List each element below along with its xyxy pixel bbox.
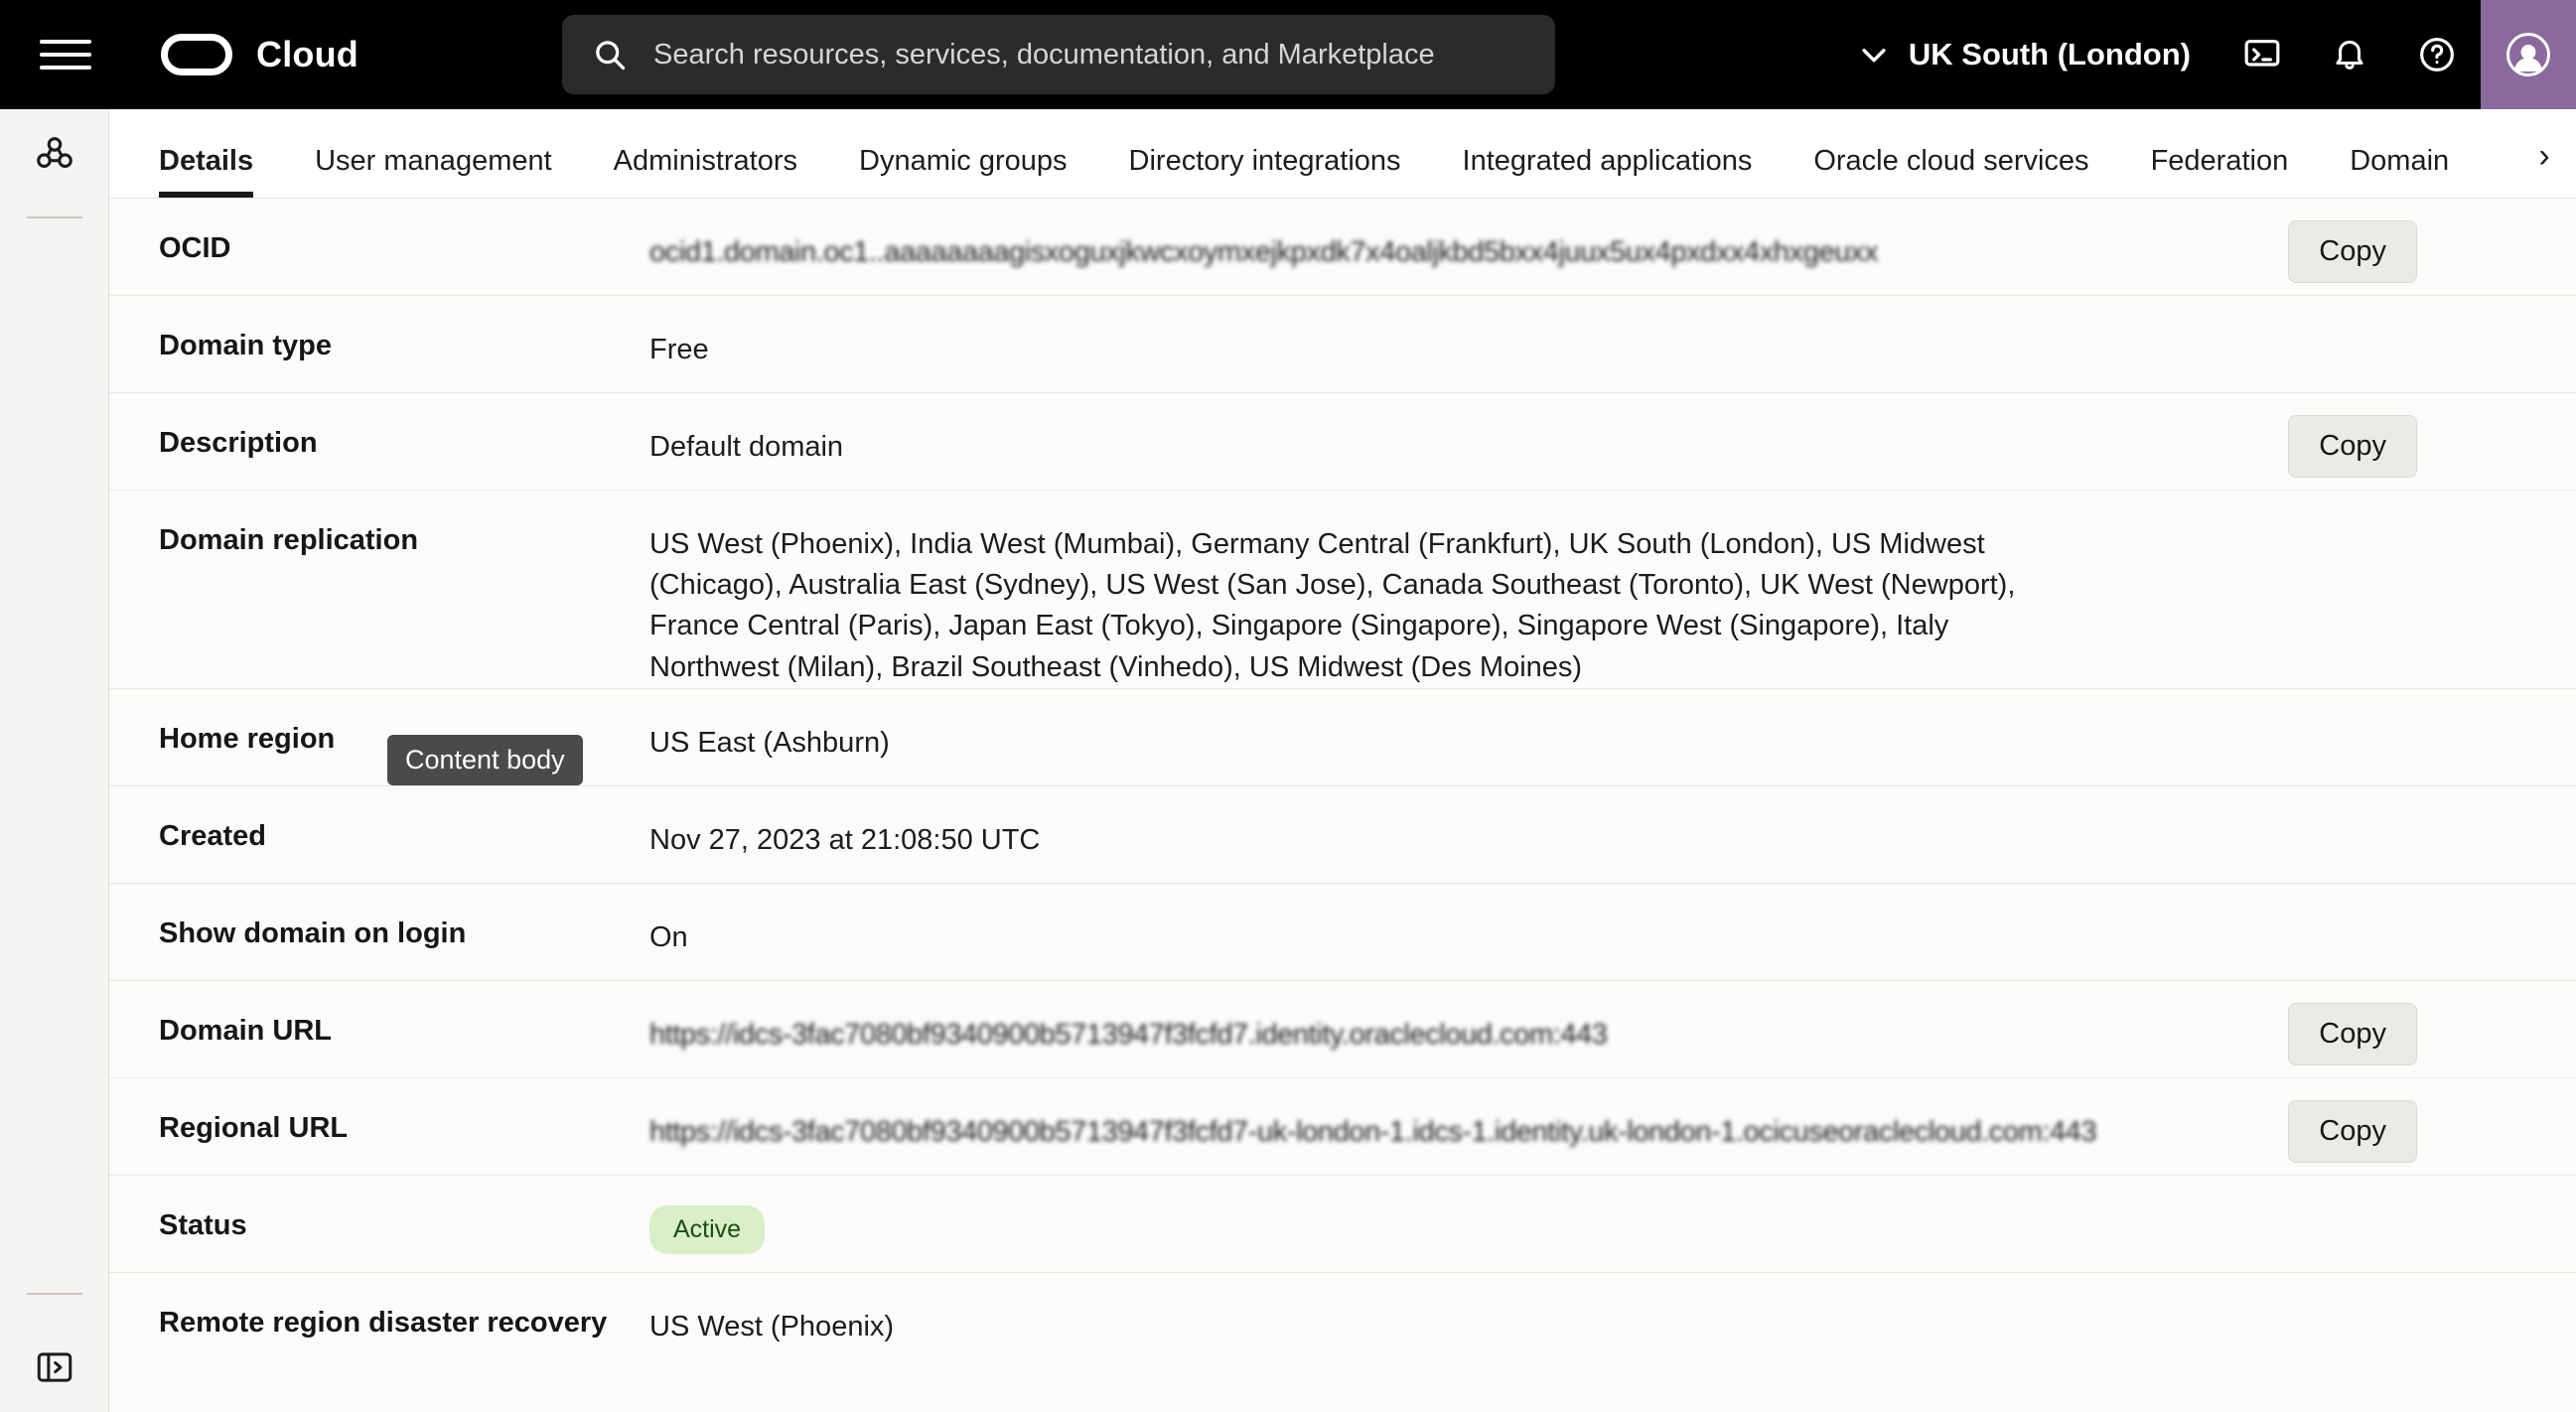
detail-label: Regional URL: [159, 1111, 349, 1144]
topbar-right-cluster: [1829, 0, 2576, 109]
detail-value: Nov 27, 2023 at 21:08:50 UTC: [649, 823, 1041, 856]
expand-panel-icon[interactable]: [0, 1323, 109, 1412]
detail-value: Default domain: [649, 431, 844, 463]
notifications-bell-icon[interactable]: [2306, 0, 2393, 109]
detail-row-ocid: [109, 199, 2576, 296]
search-input[interactable]: [653, 39, 1527, 71]
left-rail: [0, 109, 109, 1412]
top-navigation-bar: [0, 0, 2576, 109]
detail-row-status: [109, 1176, 2576, 1273]
detail-label: OCID: [159, 232, 231, 264]
detail-value: https://idcs-3fac7080bf9340900b5713947f3fcfd7-uk-london-1.idcs-1.identity.uk-london-1.ocicuseoraclecloud.com:443: [649, 1115, 2097, 1148]
tab-dynamic-groups[interactable]: Dynamic groups: [859, 145, 1068, 177]
copy-button-ocid[interactable]: Copy: [2288, 220, 2417, 283]
identity-domains-icon[interactable]: [0, 109, 109, 199]
user-avatar[interactable]: [2481, 0, 2576, 109]
detail-value: US West (Phoenix): [649, 1310, 895, 1342]
detail-label: Show domain on login: [159, 917, 467, 949]
tab-details[interactable]: Details: [159, 145, 253, 198]
detail-value: ocid1.domain.oc1..aaaaaaaagisxoguxjkwcxoymxejkpxdk7x4oaljkbd5bxx4juux5ux4pxdxx4xhxgeuxx: [649, 236, 1879, 268]
detail-row-remote-region-dr: [109, 1273, 2576, 1370]
details-list: [109, 199, 2576, 1412]
detail-row-domain-type: [109, 296, 2576, 393]
detail-row-domain-url: [109, 981, 2576, 1078]
detail-value-wrap: [649, 1176, 794, 1255]
detail-value: US East (Ashburn): [649, 726, 890, 759]
detail-row-show-domain-on-login: [109, 884, 2576, 981]
tab-oracle-cloud-services[interactable]: Oracle cloud services: [1813, 145, 2089, 177]
copy-button-domain-url[interactable]: Copy: [2288, 1003, 2417, 1065]
region-label: UK South (London): [1908, 37, 2191, 71]
detail-value: https://idcs-3fac7080bf9340900b5713947f3fcfd7.identity.oraclecloud.com:443: [649, 1018, 1608, 1051]
detail-value: Free: [649, 334, 709, 365]
brand-label: Cloud: [256, 34, 358, 74]
detail-label: Domain replication: [159, 524, 419, 556]
detail-label: Home region: [159, 722, 336, 755]
detail-label: Remote region disaster recovery: [159, 1306, 608, 1339]
global-search[interactable]: [562, 15, 1555, 94]
detail-value: On: [649, 920, 688, 953]
detail-row-description: [109, 393, 2576, 491]
tab-integrated-applications[interactable]: Integrated applications: [1462, 145, 1753, 177]
detail-value: US West (Phoenix), India West (Mumbai), Germany Central (Frankfurt), UK South (London), US Midwest (Chicago), Australia East (Sydney), US West (San Jose), Canada Southeast (Toronto), UK West (Newport), France Central (Paris), Japan East (Tokyo), Singapore (Singapore), Singapore West (Singapore), Italy Northwest (Milan), Brazil Southeast (Vinhedo), US Midwest (Des Moines): [649, 528, 2016, 683]
detail-label: Domain type: [159, 330, 333, 361]
content-body-tooltip: Content body: [387, 735, 583, 785]
detail-row-regional-url: [109, 1078, 2576, 1176]
copy-button-description[interactable]: Copy: [2288, 415, 2417, 478]
detail-row-domain-replication: [109, 491, 2576, 689]
rail-divider: [27, 216, 82, 218]
help-question-icon[interactable]: [2393, 0, 2481, 109]
tab-bar: [109, 109, 2576, 199]
detail-label: Domain URL: [159, 1014, 332, 1047]
copy-button-regional-url[interactable]: Copy: [2288, 1100, 2417, 1163]
tab-administrators[interactable]: Administrators: [613, 145, 797, 177]
brand-logo[interactable]: [161, 34, 358, 75]
chevron-down-icon: [1857, 38, 1891, 71]
tab-domain[interactable]: Domain: [2350, 145, 2450, 177]
detail-label: Created: [159, 819, 266, 852]
avatar: [2506, 33, 2550, 76]
detail-label: Status: [159, 1208, 247, 1241]
status-badge: Active: [649, 1205, 765, 1255]
menu-hamburger-icon[interactable]: [40, 33, 95, 76]
cloud-shell-icon[interactable]: [2218, 0, 2306, 109]
rail-bottom-section: [0, 1275, 109, 1412]
tab-directory-integrations[interactable]: Directory integrations: [1128, 145, 1401, 177]
detail-row-created: [109, 786, 2576, 884]
tab-federation[interactable]: Federation: [2150, 145, 2289, 177]
oracle-logo-icon: [161, 34, 232, 75]
region-selector[interactable]: [1829, 37, 2218, 72]
detail-label: Description: [159, 427, 318, 459]
tab-user-management[interactable]: User management: [315, 145, 552, 177]
search-icon: [592, 37, 628, 72]
rail-divider-bottom: [27, 1293, 82, 1295]
chevron-right-icon[interactable]: ›: [2520, 132, 2568, 180]
